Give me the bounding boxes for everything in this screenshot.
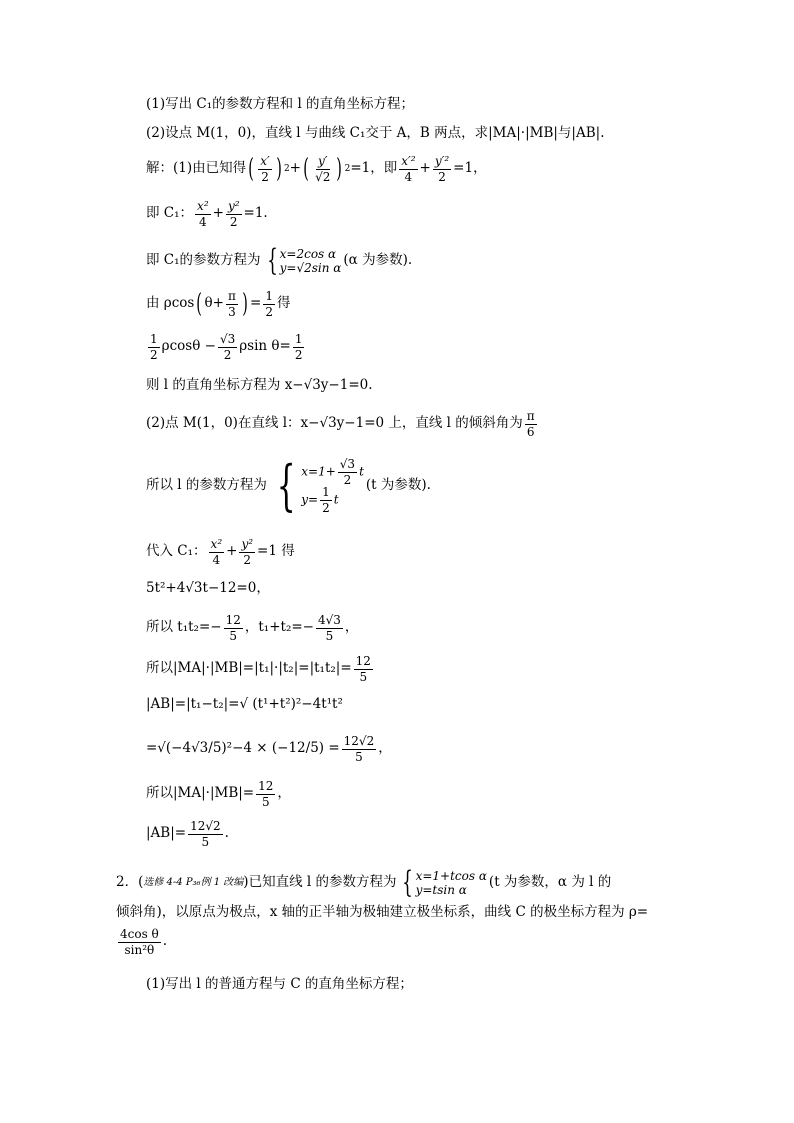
solution-line-17: 所以|MA|·|MB|= $\frac{12}{5}$ ， — [146, 779, 291, 809]
question-part-2: (2)设点 M(1，0)，直线 l 与曲线 C₁交于 A，B 两点，求|MA|·|MB|与|AB|. — [146, 125, 605, 141]
question-2-line-1: 2．( 选修 4-4 P₃₆例 1 改编 )已知直线 l 的参数方程为 { x=1+tcos α y=tsin α (t 为参数，α 为 l 的 — [116, 865, 612, 900]
question-2-line-2: 倾斜角)，以原点为极点，x 轴的正半轴为极轴建立极坐标系，曲线 C 的极坐标方程为 ρ= — [116, 904, 649, 920]
solution-line-5: 即 C₁的参数方程为 { x=2cos α y=√2sin α (α 为参数). — [146, 243, 413, 278]
solution-line-11: 代入 C₁： $\frac{\text{x²}}{4}$ + $\frac{\text{y²}}{2}$ =1 得 — [146, 537, 295, 567]
solution-line-8: 则 l 的直角坐标方程为 x−√3y−1=0. — [146, 377, 373, 393]
question-part-1: (1)写出 C₁的参数方程和 l 的直角坐标方程； — [146, 96, 415, 112]
solution-line-16: =√(−4√3/5)²−4 × (−12/5) = $\frac{12√2}{5}$ ， — [146, 734, 392, 764]
solution-line-10: 所以 l 的参数方程为 { x=1+ $\frac{√3}{2}$ t y= $\frac{1}{2}$ t (t 为参数). — [146, 454, 431, 518]
solution-line-6: 由 ρcos ( θ+ $\frac{\pi}{3}$ ) = $\frac{1}{2}$ 得 — [146, 289, 291, 320]
question-2-part-1: (1)写出 l 的普通方程与 C 的直角坐标方程； — [146, 976, 413, 992]
solution-line-18: |AB|= $\frac{12√2}{5}$ . — [146, 819, 229, 849]
solution-line-12: 5t²+4√3t−12=0， — [146, 580, 270, 596]
source-tag: 选修 4-4 P₃₆例 1 改编 — [143, 877, 244, 888]
solution-line-4: 即 C₁： $\frac{\text{x²}}{4}$ + $\frac{\text{y²}}{2}$ =1. — [146, 199, 268, 229]
solution-line-9: (2)点 M(1，0)在直线 l：x−√3y−1=0 上，直线 l 的倾斜角为 $\frac{\pi}{6}$ — [146, 409, 535, 439]
solution-line-13: 所以 t₁t₂=− $\frac{12}{5}$ ，t₁+t₂=− $\frac{4√3}{5}$ ， — [146, 613, 359, 643]
solution-line-7: $\frac{1}{2}$ ρcosθ − $\frac{√3}{2}$ ρsin θ= $\frac{1}{2}$ — [150, 332, 303, 362]
solution-line-3: 解：(1)由已知得 ( $\frac{x'}{2}$ ) 2 + ( $\frac{y'}{√2}$ ) 2 =1，即 $\frac{\text{x′²}}{4}$ + $\frac{\text{y′²}}{2}$ =1， — [146, 154, 487, 185]
solution-line-14: 所以|MA|·|MB|=|t₁|·|t₂|=|t₁t₂|= $\frac{12}{5}$ — [146, 654, 371, 684]
solution-line-15: |AB|=|t₁−t₂|=√ (t¹+t²)²−4t¹t² — [146, 696, 343, 712]
question-2-line-3: $\frac{\text{4cos θ}}{\text{sin²θ}}$ . — [120, 927, 168, 957]
